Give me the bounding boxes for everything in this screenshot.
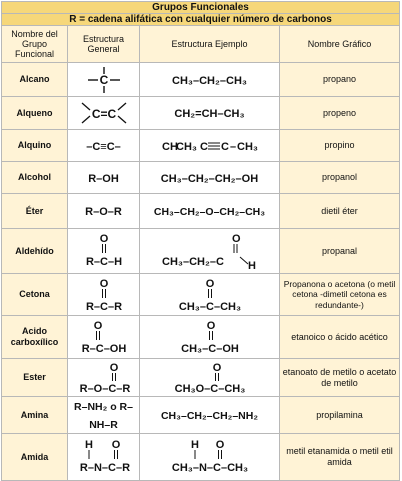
table-row <box>2 434 400 481</box>
table-row <box>2 359 400 397</box>
svg-text:R–C–H: R–C–H <box>85 256 122 268</box>
svg-text:R–O–C–R: R–O–C–R <box>79 382 131 395</box>
svg-text:R–N–C–R: R–N–C–R <box>79 462 131 474</box>
graphic-name: propano <box>280 63 400 97</box>
svg-text:–: – <box>229 140 236 153</box>
row-name: Amina <box>2 397 68 434</box>
table-row <box>2 274 400 316</box>
svg-text:CH: CH <box>161 140 178 153</box>
table-row <box>2 316 400 359</box>
table-row <box>2 63 400 97</box>
general-structure <box>68 316 140 359</box>
row-name: Acido carboxílico <box>2 316 68 359</box>
functional-groups-table-wrapper <box>1 1 399 481</box>
svg-text:O: O <box>231 233 241 245</box>
svg-text:O: O <box>99 277 108 290</box>
header-name: Nombre del Grupo Funcional <box>2 26 68 63</box>
table-subtitle: R = cadena alifática con cualquier número de carbonos <box>2 14 400 26</box>
table-row <box>2 229 400 274</box>
header-general: Estructura General <box>68 26 140 63</box>
svg-text:O: O <box>212 361 221 374</box>
row-name: Ester <box>2 359 68 397</box>
example-structure <box>140 274 280 316</box>
table-row <box>2 97 400 130</box>
ester-general-svg <box>70 361 140 395</box>
graphic-name: etanoico o ácido acético <box>280 316 400 359</box>
example-structure <box>140 229 280 274</box>
table-row <box>2 162 400 194</box>
graphic-name: propino <box>280 130 400 162</box>
graphic-name: etanoato de metilo o acetato de metilo <box>280 359 400 397</box>
svg-text:O: O <box>93 320 102 332</box>
row-name: Alcohol <box>2 162 68 194</box>
svg-text:CH₃–CH₂–C: CH₃–CH₂–C <box>161 256 224 268</box>
general-structure <box>68 63 140 97</box>
general-structure: R–NH₂ o R–NH–R <box>68 397 140 434</box>
aldehyde-example-svg <box>160 231 260 271</box>
svg-text:R–C–OH: R–C–OH <box>81 343 126 355</box>
table-title: Grupos Funcionales <box>2 2 400 14</box>
svg-text:C: C <box>99 72 108 87</box>
graphic-name: propilamina <box>280 397 400 434</box>
svg-text:CH₃–C–OH: CH₃–C–OH <box>180 343 239 355</box>
row-name: Alqueno <box>2 97 68 130</box>
general-structure <box>68 359 140 397</box>
general-structure: –C≡C– <box>68 130 140 162</box>
svg-text:C: C <box>199 140 208 153</box>
general-structure <box>68 434 140 481</box>
header-row <box>2 26 400 63</box>
svg-text:C: C <box>220 140 229 153</box>
example-structure: CH₃–CH₂–CH₂–OH <box>140 162 280 194</box>
svg-text:R–C–R: R–C–R <box>85 300 122 313</box>
svg-text:O: O <box>99 233 108 245</box>
svg-text:CH₃: CH₃ <box>236 140 258 153</box>
example-structure: CH₂=CH–CH₃ <box>140 97 280 130</box>
example-structure: CH₃–CH₂–CH₂–NH₂ <box>140 397 280 434</box>
row-name: Alcano <box>2 63 68 97</box>
header-graphic: Nombre Gráfico <box>280 26 400 63</box>
functional-groups-table <box>1 1 400 481</box>
general-structure <box>68 229 140 274</box>
amide-example-svg <box>155 437 265 477</box>
svg-text:CH₃–C–CH₃: CH₃–C–CH₃ <box>178 300 241 313</box>
svg-text:H: H <box>247 260 256 272</box>
ketone-example-svg <box>160 276 260 314</box>
graphic-name: propanal <box>280 229 400 274</box>
svg-text:O: O <box>109 361 119 374</box>
graphic-name: Propanona o acetona (o metil cetona -dimetil cetona es redundante-) <box>280 274 400 316</box>
graphic-name: dietil éter <box>280 194 400 229</box>
graphic-name: metil etanamida o metil etil amida <box>280 434 400 481</box>
general-structure: R–OH <box>68 162 140 194</box>
svg-text:CH₃: CH₃ <box>175 140 197 153</box>
amide-general-svg <box>70 437 140 477</box>
ketone-general-svg <box>76 276 132 314</box>
aldehyde-general-svg <box>76 231 132 271</box>
svg-text:C=C: C=C <box>91 107 116 121</box>
table-row <box>2 130 400 162</box>
header-example: Estructura Ejemplo <box>140 26 280 63</box>
acid-example-svg <box>160 318 260 356</box>
graphic-name: propanol <box>280 162 400 194</box>
table-row <box>2 397 400 434</box>
table-row <box>2 194 400 229</box>
row-name: Amida <box>2 434 68 481</box>
example-structure <box>140 316 280 359</box>
example-structure: CH₃–CH₂–O–CH₂–CH₃ <box>140 194 280 229</box>
example-structure: CH₃–CH₂–CH₃ <box>140 63 280 97</box>
svg-text:H: H <box>85 439 93 451</box>
example-structure <box>140 359 280 397</box>
svg-text:O: O <box>215 439 224 451</box>
svg-text:CH₃–N–C–CH₃: CH₃–N–C–CH₃ <box>171 462 248 474</box>
general-structure: R–O–R <box>68 194 140 229</box>
svg-text:O: O <box>205 277 214 290</box>
svg-text:O: O <box>206 320 215 332</box>
ester-example-svg <box>155 361 265 395</box>
row-name: Aldehído <box>2 229 68 274</box>
example-structure <box>140 434 280 481</box>
svg-text:H: H <box>190 439 199 451</box>
row-name: Alquino <box>2 130 68 162</box>
row-name: Éter <box>2 194 68 229</box>
general-structure <box>68 274 140 316</box>
graphic-name: propeno <box>280 97 400 130</box>
example-structure <box>140 130 280 162</box>
svg-text:O: O <box>111 439 121 451</box>
alkene-general-svg <box>79 99 129 127</box>
acid-general-svg <box>74 318 134 356</box>
alkane-general-svg <box>84 65 124 95</box>
svg-text:CH₃O–C–CH₃: CH₃O–C–CH₃ <box>174 382 245 395</box>
alkyne-example-svg <box>160 136 260 156</box>
row-name: Cetona <box>2 274 68 316</box>
general-structure <box>68 97 140 130</box>
